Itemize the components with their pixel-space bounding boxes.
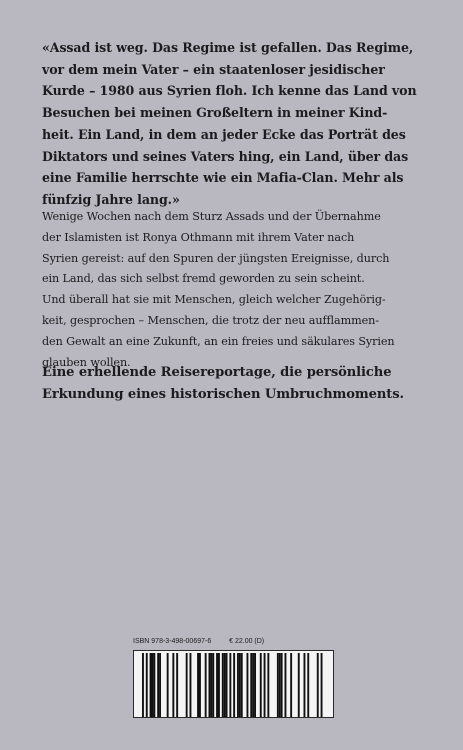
description-line: Syrien gereist: auf den Spuren der jüngsten Ereignisse, durch xyxy=(42,251,390,265)
barcode-bar xyxy=(224,653,226,717)
barcode-graphic xyxy=(134,651,334,718)
barcode-bar xyxy=(279,653,281,717)
barcode-bar xyxy=(157,653,159,717)
closing-paragraph xyxy=(42,362,434,405)
barcode-bar xyxy=(307,653,309,717)
barcode-bar xyxy=(247,653,249,717)
description-line: Wenige Wochen nach dem Sturz Assads und der Übernahme xyxy=(42,210,381,223)
barcode-bar xyxy=(216,653,218,717)
barcode-bar xyxy=(260,653,262,717)
barcode-bar xyxy=(321,653,323,717)
closing-line: Eine erhellende Reisereportage, die persönliche xyxy=(42,365,392,380)
barcode-bar xyxy=(250,653,252,717)
barcode-bar xyxy=(285,653,287,717)
barcode-bar xyxy=(150,653,152,717)
barcode xyxy=(133,650,334,718)
quote-line: Diktators und seines Vaters hing, ein Land, über das xyxy=(42,148,409,164)
description-line: den Gewalt an eine Zukunft, an ein freies und säkulares Syrien xyxy=(42,334,395,348)
barcode-bar xyxy=(281,653,283,717)
barcode-bar xyxy=(222,653,224,717)
barcode-bar xyxy=(226,653,228,717)
barcode-bar xyxy=(267,653,269,717)
barcode-bar xyxy=(277,653,279,717)
description-line: glauben wollen. xyxy=(42,355,131,369)
barcode-bar xyxy=(190,653,192,717)
quote-line: fünfzig Jahre lang.» xyxy=(42,191,180,207)
description-line: ein Land, das sich selbst fremd geworden zu sein scheint. xyxy=(42,272,365,286)
barcode-bar xyxy=(298,653,300,717)
barcode-bar xyxy=(229,653,231,717)
barcode-bar xyxy=(205,653,207,717)
quote-line: «Assad ist weg. Das Regime ist gefallen. Das Regime, xyxy=(42,40,414,55)
barcode-bar xyxy=(172,653,174,717)
barcode-bar xyxy=(209,653,211,717)
barcode-bar xyxy=(254,653,256,717)
quote-paragraph xyxy=(42,37,434,211)
description-line: der Islamisten ist Ronya Othmann mit ihrem Vater nach xyxy=(42,230,355,244)
quote-line: heit. Ein Land, in dem an jeder Ecke das Porträt des xyxy=(42,126,406,142)
quote-line: Besuchen bei meinen Großeltern in meiner Kind- xyxy=(42,105,388,121)
barcode-bar xyxy=(186,653,188,717)
closing-line: Erkundung eines historischen Umbruchmoments. xyxy=(42,386,404,402)
barcode-bar xyxy=(233,653,235,717)
barcode-bar xyxy=(167,653,169,717)
barcode-bar xyxy=(239,653,241,717)
barcode-bar xyxy=(176,653,178,717)
price-text: € 22.00 (D) xyxy=(229,638,265,645)
barcode-bar xyxy=(241,653,243,717)
barcode-bar xyxy=(146,653,148,717)
barcode-bar xyxy=(197,653,199,717)
barcode-bar xyxy=(290,653,292,717)
quote-line: vor dem mein Vater – ein staatenloser jesidischer xyxy=(42,61,385,77)
barcode-bar xyxy=(142,653,144,717)
quote-line: Kurde – 1980 aus Syrien floh. Ich kenne das Land von xyxy=(42,83,417,99)
barcode-bar xyxy=(212,653,214,717)
isbn-price-line xyxy=(133,638,333,645)
isbn-text: ISBN 978-3-498-00697-6 xyxy=(133,638,212,645)
description-line: keit, gesprochen – Menschen, die trotz der neu aufflammen- xyxy=(42,313,379,327)
barcode-bar xyxy=(264,653,266,717)
barcode-bar xyxy=(152,653,154,717)
description-line: Und überall hat sie mit Menschen, gleich welcher Zugehörig- xyxy=(42,293,386,307)
barcode-bar xyxy=(218,653,220,717)
barcode-bar xyxy=(210,653,212,717)
barcode-bar xyxy=(237,653,239,717)
barcode-bar xyxy=(153,653,155,717)
barcode-bar xyxy=(159,653,161,717)
barcode-bar xyxy=(252,653,254,717)
barcode-bar xyxy=(317,653,319,717)
barcode-bar xyxy=(199,653,201,717)
quote-line: eine Familie herrschte wie ein Mafia-Clan. Mehr als xyxy=(42,170,404,186)
description-paragraph xyxy=(42,207,434,373)
barcode-bar xyxy=(304,653,306,717)
